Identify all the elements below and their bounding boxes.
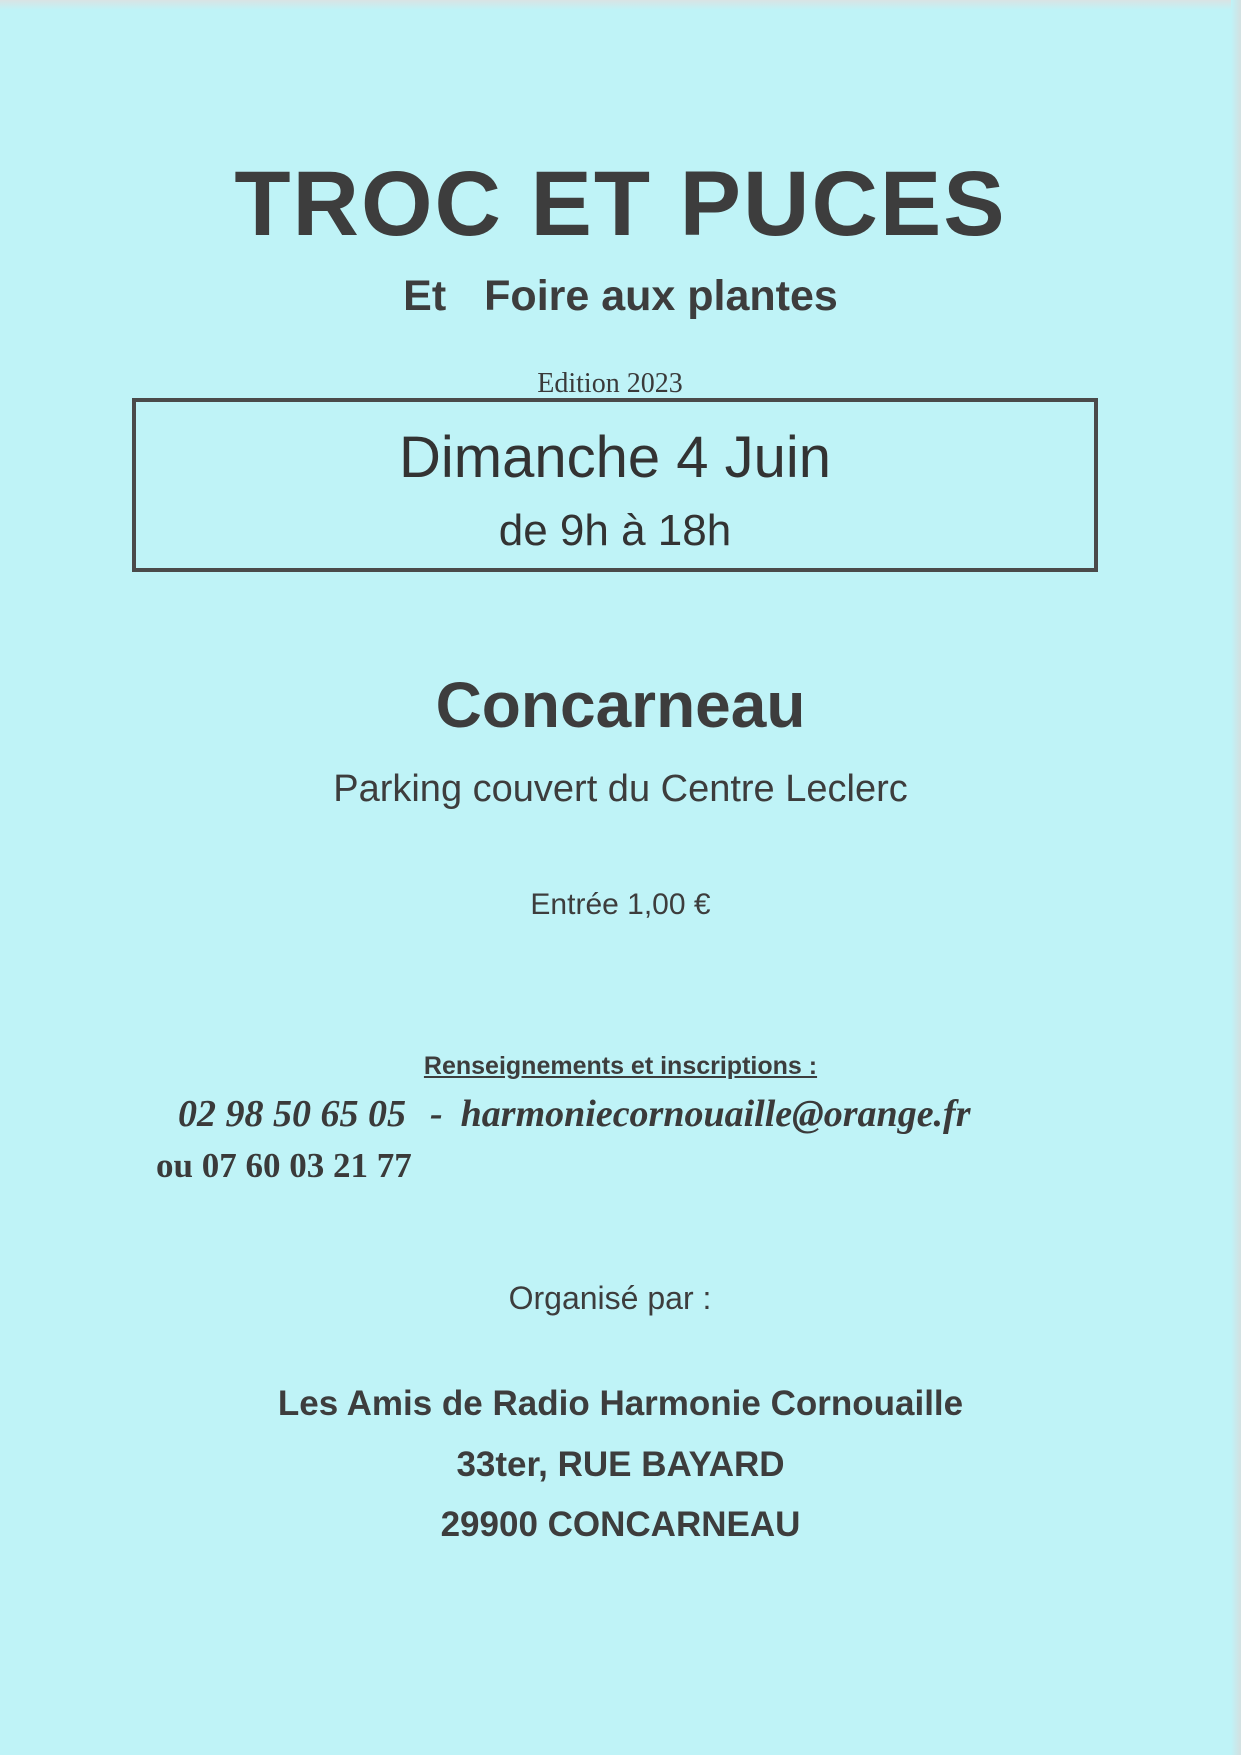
organiser-name: Les Amis de Radio Harmonie Cornouaille	[277, 1384, 964, 1423]
info-heading: Renseignements et inscriptions :	[423, 1052, 818, 1080]
event-city: Concarneau	[435, 669, 806, 741]
scan-edge-right	[1231, 0, 1241, 1755]
scan-edge-top	[0, 0, 1241, 10]
date-box	[132, 398, 1098, 572]
poster-subtitle	[0, 272, 1241, 321]
email-address[interactable]: harmoniecornouaille@orange.fr	[460, 1093, 971, 1135]
event-place: Parking couvert du Centre Leclerc	[333, 768, 908, 810]
event-date: Dimanche 4 Juin	[399, 425, 831, 490]
subtitle-and: Et	[403, 272, 447, 320]
phone-number-2[interactable]: ou 07 60 03 21 77	[156, 1146, 412, 1185]
organiser-city: 29900 CONCARNEAU	[440, 1505, 801, 1544]
contact-separator: -	[430, 1093, 443, 1135]
organised-by-label: Organisé par :	[508, 1280, 712, 1316]
poster-title: TROC ET PUCES	[234, 153, 1007, 255]
event-hours: de 9h à 18h	[498, 506, 732, 555]
phone-number-1[interactable]: 02 98 50 65 05	[178, 1093, 406, 1135]
contact-line	[178, 1092, 971, 1136]
organiser-street: 33ter, RUE BAYARD	[456, 1445, 785, 1484]
edition-label: Edition 2023	[537, 368, 683, 399]
subtitle-rest: Foire aux plantes	[484, 272, 838, 320]
entry-fee: Entrée 1,00 €	[530, 888, 711, 921]
